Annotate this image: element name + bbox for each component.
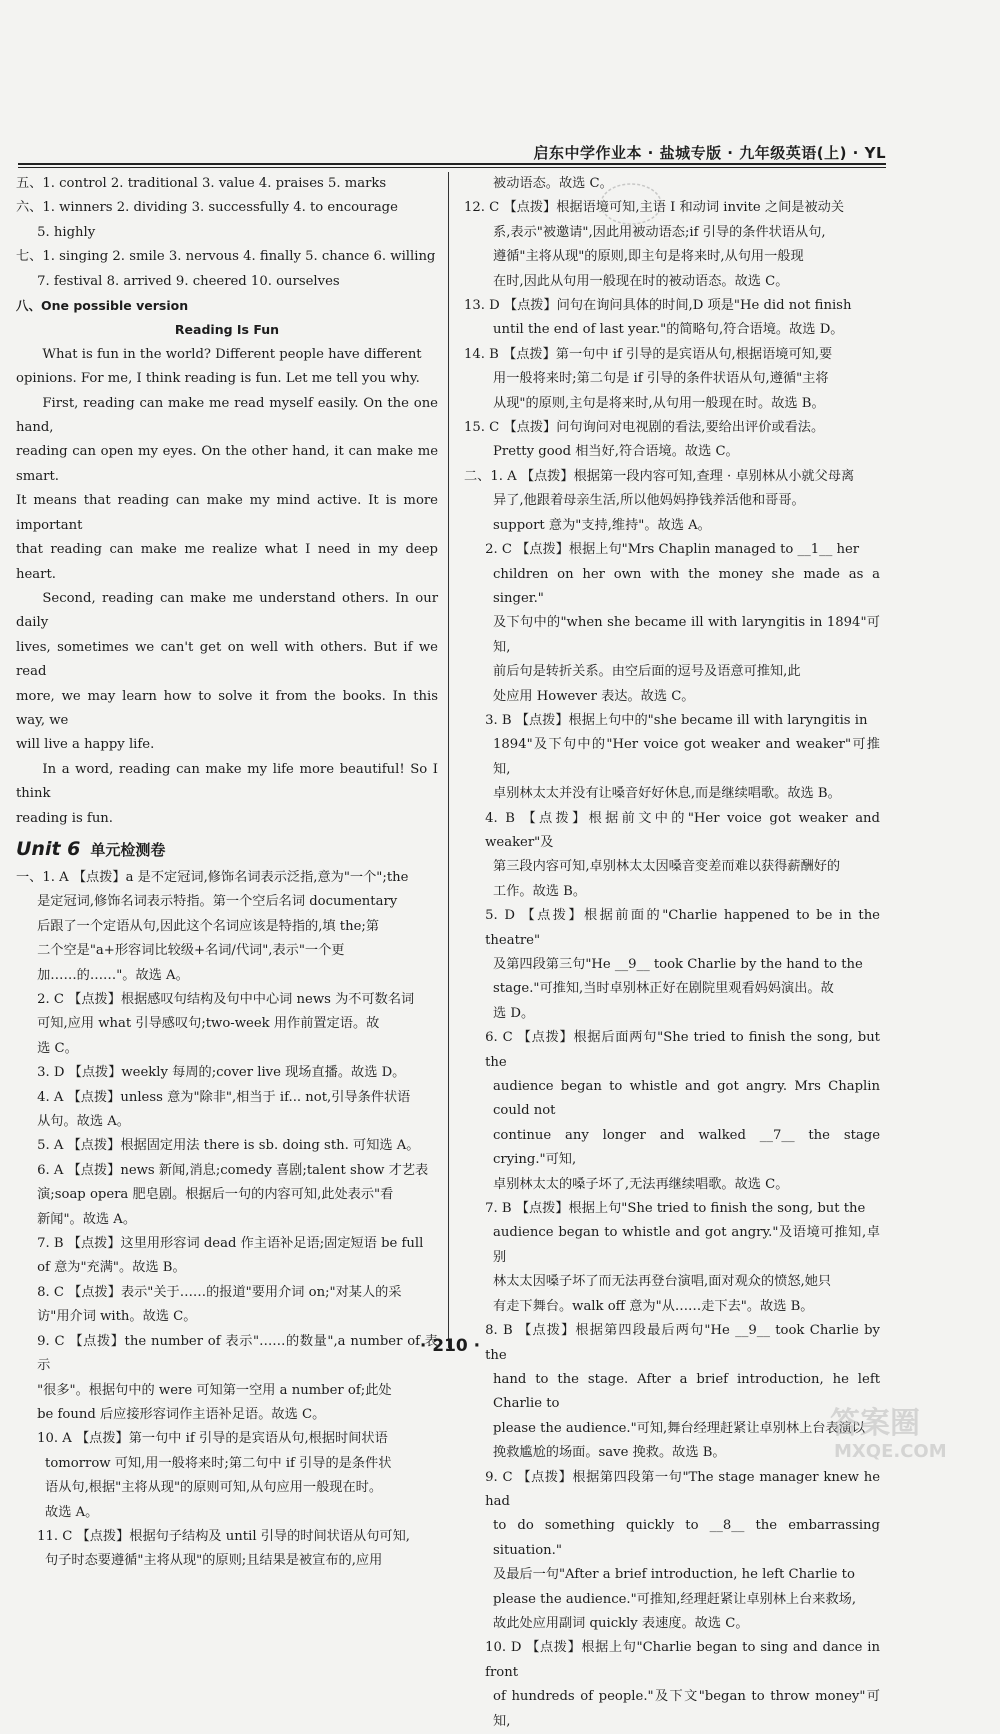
- text-line: Second, reading can make me understand others. In our daily: [16, 590, 438, 631]
- right-column: [464, 172, 880, 1734]
- svg-text:MXQE.COM: MXQE.COM: [834, 1441, 947, 1462]
- text-line: 8. C 【点拨】表示"关于……的报道"要用介词 on;"对某人的采: [37, 1284, 402, 1300]
- left-column: [16, 172, 438, 1574]
- text-line: 5. highly: [37, 224, 96, 240]
- text-line: 8. B 【点拨】根据第四段最后两句"He __9__ took Charlie by the: [485, 1323, 880, 1363]
- text-line: 13. D 【点拨】问句在询问具体的时间,D 项是"He did not finish: [464, 298, 852, 314]
- text-line: 五、1. control 2. traditional 3. value 4. praises 5. marks: [16, 176, 387, 191]
- text-line: 6. C 【点拨】根据后面两句"She tried to finish the song, but the: [485, 1030, 880, 1070]
- text-line: 12. C 【点拨】根据语境可知,主语 I 和动词 invite 之间是被动关: [464, 200, 845, 216]
- text-line: 2. C 【点拨】根据感叹句结构及句中中心词 news 为不可数名词: [37, 992, 415, 1007]
- page-number: · 210 ·: [419, 1336, 481, 1356]
- watermark-logo: [820, 1395, 990, 1465]
- text-line: stage."可推知,当时卓别林正好在剧院里观看妈妈演出。故: [493, 981, 834, 997]
- text-line: 二个空是"a+形容词比较级+名词/代词",表示"一个更: [37, 943, 345, 959]
- text-line: In a word, reading can make my life more beautiful! So I think: [16, 761, 438, 802]
- text-line: 9. C 【点拨】根据第四段第一句"The stage manager knew he had: [485, 1469, 880, 1509]
- text-line: It means that reading can make my mind active. It is more important: [16, 493, 438, 533]
- text-line: 5. D 【点拨】根据前面的"Charlie happened to be in the theatre": [485, 908, 880, 948]
- text-line: 六、1. winners 2. dividing 3. successfully 4. to encourage: [16, 200, 398, 216]
- text-line: support 意为"支持,维持"。故选 A。: [493, 517, 711, 533]
- text-line: 句子时态要遵循"主将从现"的原则;且结果是被宣布的,应用: [45, 1553, 383, 1569]
- text-line: 及最后一句"After a brief introduction, he left Charlie to: [493, 1567, 855, 1583]
- svg-text:答案圈: 答案圈: [830, 1406, 920, 1441]
- text-line: 八、One possible version: [16, 298, 189, 314]
- text-line: 挽救尴尬的场面。save 挽救。故选 B。: [493, 1445, 726, 1461]
- text-line: 2. C 【点拨】根据上句"Mrs Chaplin managed to __1__ her: [485, 542, 860, 558]
- text-line: of hundreds of people."及下文"began to throw money"可知,: [493, 1689, 880, 1729]
- text-line: to do something quickly to __8__ the embarrassing situation.": [493, 1518, 880, 1558]
- text-line: 系,表示"被邀请",因此用被动语态;if 引导的条件状语从句,: [493, 224, 826, 240]
- text-line: 异了,他跟着母亲生活,所以他妈妈挣钱养活他和哥哥。: [493, 493, 805, 509]
- text-line: 演;soap opera 肥皂剧。根据后一句的内容可知,此处表示"看: [37, 1187, 394, 1203]
- text-line: 9. C 【点拨】the number of 表示"……的数量",a number of 表示: [37, 1333, 438, 1374]
- text-line: until the end of last year."的简略句,符合语境。故选 D。: [493, 322, 844, 338]
- text-line: of 意为"充满"。故选 B。: [37, 1260, 186, 1276]
- text-line: 5. A 【点拨】根据固定用法 there is sb. doing sth. 可知选 A。: [37, 1138, 420, 1154]
- text-line: 从现"的原则,主句是将来时,从句用一般现在时。故选 B。: [493, 395, 825, 411]
- text-line: 及第四段第三句"He __9__ took Charlie by the hand to the: [493, 957, 863, 972]
- text-line: audience began to whistle and got angry."及语境可推知,卓别: [493, 1225, 880, 1265]
- text-line: continue any longer and walked __7__ the stage crying."可知,: [493, 1127, 880, 1168]
- text-line: 4. A 【点拨】unless 意为"除非",相当于 if... not,引导条件状语: [37, 1089, 411, 1105]
- text-line: 4. B 【点拨】根据前文中的"Her voice got weaker and weaker"及: [485, 810, 880, 850]
- text-line: 第三段内容可知,卓别林太太因嗓音变差而难以获得薪酬好的: [493, 859, 841, 875]
- text-line: 新闻"。故选 A。: [37, 1211, 137, 1227]
- text-line: opinions. For me, I think reading is fun. Let me tell you why.: [16, 371, 420, 387]
- text-line: 二、1. A 【点拨】根据第一段内容可知,查理 · 卓别林从小就父母离: [464, 468, 855, 484]
- text-line: hand to the stage. After a brief introduction, he left Charlie to: [493, 1371, 880, 1412]
- text-line: 卓别林太太的嗓子坏了,无法再继续唱歌。故选 C。: [493, 1176, 789, 1192]
- text-line: 处应用 However 表达。故选 C。: [493, 688, 695, 704]
- text-line: 从句。故选 A。: [37, 1114, 130, 1130]
- text-line: be found 后应接形容词作主语补足语。故选 C。: [37, 1406, 326, 1422]
- text-line: 用一般将来时;第二句是 if 引导的条件状语从句,遵循"主将: [493, 371, 829, 387]
- text-line: 7. B 【点拨】这里用形容词 dead 作主语补足语;固定短语 be full: [37, 1236, 424, 1252]
- text-line: 11. C 【点拨】根据句子结构及 until 引导的时间状语从句可知,: [37, 1528, 410, 1544]
- text-line: 遵循"主将从现"的原则,即主句是将来时,从句用一般现: [493, 249, 804, 265]
- text-line: 工作。故选 B。: [493, 883, 587, 899]
- text-line: 访"用介词 with。故选 C。: [37, 1309, 197, 1325]
- text-line: 在时,因此从句用一般现在时的被动语态。故选 C。: [493, 273, 789, 289]
- text-line: What is fun in the world? Different people have different: [42, 346, 422, 362]
- unit-subtitle: 单元检测卷: [90, 840, 166, 859]
- text-line: 15. C 【点拨】问句询问对电视剧的看法,要给出评价或看法。: [464, 420, 825, 436]
- text-line: 14. B 【点拨】第一句中 if 引导的是宾语从句,根据语境可知,要: [464, 346, 833, 362]
- text-line: 6. A 【点拨】news 新闻,消息;comedy 喜剧;talent show 才艺表: [37, 1162, 429, 1178]
- text-line: 可知,应用 what 引导感叹句;two-week 用作前置定语。故: [37, 1016, 380, 1032]
- text-line: 3. B 【点拨】根据上句中的"she became ill with laryngitis in: [485, 712, 868, 728]
- unit-heading: [16, 833, 438, 866]
- text-line: tomorrow 可知,用一般将来时;第二句中 if 引导的是条件状: [45, 1455, 392, 1471]
- text-line: 选 C。: [37, 1040, 78, 1056]
- text-line: 选 D。: [493, 1005, 535, 1021]
- running-header: 启东中学作业本 · 盐城专版 · 九年级英语(上) · YL: [533, 144, 886, 162]
- text-line: lives, sometimes we can't get on well with others. But if we read: [16, 639, 438, 680]
- text-line: 加……的……"。故选 A。: [37, 967, 189, 983]
- text-line: 卓别林太太并没有让嗓音好好休息,而是继续唱歌。故选 B。: [493, 786, 841, 802]
- text-line: 语从句,根据"主将从现"的原则可知,从句应用一般现在时。: [45, 1480, 383, 1496]
- text-line: reading can open my eyes. On the other hand, it can make me smart.: [16, 444, 438, 484]
- text-line: First, reading can make me read myself easily. On the one hand,: [16, 395, 438, 436]
- text-line: 前后句是转折关系。由空后面的逗号及语意可推知,此: [493, 664, 801, 680]
- text-line: 10. D 【点拨】根据上句"Charlie began to sing and dance in front: [485, 1640, 880, 1680]
- text-line: children on her own with the money she made as a singer.": [493, 566, 880, 606]
- text-line: please the audience."可知,舞台经理赶紧让卓别林上台表演以: [493, 1420, 866, 1436]
- text-line: will live a happy life.: [16, 737, 155, 753]
- ink-stamp-mark: [598, 180, 664, 228]
- text-line: more, we may learn how to solve it from the books. In this way, we: [16, 688, 438, 728]
- text-line: audience began to whistle and got angry. Mrs Chaplin could not: [493, 1079, 880, 1119]
- header-rule-thin: [18, 167, 886, 168]
- text-line: 被动语态。故选 C。: [493, 176, 613, 191]
- text-line: Reading Is Fun: [174, 322, 280, 338]
- text-line: 有走下舞台。walk off 意为"从……走下去"。故选 B。: [493, 1298, 814, 1314]
- text-line: 1894"及下句中的"Her voice got weaker and weaker"可推知,: [493, 737, 880, 777]
- text-line: "很多"。根据句中的 were 可知第一空用 a number of;此处: [37, 1382, 392, 1398]
- text-line: 一、1. A 【点拨】a 是不定冠词,修饰名词表示泛指,意为"一个";the: [16, 869, 409, 885]
- text-line: 是定冠词,修饰名词表示特指。第一个空后名词 documentary: [37, 894, 398, 910]
- text-line: 后跟了一个定语从句,因此这个名词应该是特指的,填 the;第: [37, 918, 380, 934]
- text-line: Pretty good 相当好,符合语境。故选 C。: [493, 444, 739, 460]
- text-line: 7. B 【点拨】根据上句"She tried to finish the song, but the: [485, 1201, 866, 1217]
- text-line: please the audience."可推知,经理赶紧让卓别林上台来救场,: [493, 1591, 857, 1607]
- text-line: 10. A 【点拨】第一句中 if 引导的是宾语从句,根据时间状语: [37, 1431, 388, 1447]
- text-line: 七、1. singing 2. smile 3. nervous 4. finally 5. chance 6. willing: [16, 249, 436, 265]
- text-line: 故此处应用副词 quickly 表速度。故选 C。: [493, 1615, 749, 1631]
- text-line: 及下句中的"when she became ill with laryngitis in 1894"可知,: [493, 615, 880, 655]
- header-rule: [18, 163, 886, 165]
- text-line: 故选 A。: [45, 1504, 99, 1520]
- text-line: 林太太因嗓子坏了而无法再登台演唱,面对观众的愤怒,她只: [493, 1274, 832, 1290]
- text-line: reading is fun.: [16, 810, 113, 826]
- text-line: that reading can make me realize what I need in my deep heart.: [16, 542, 438, 582]
- text-line: 3. D 【点拨】weekly 每周的;cover live 现场直播。故选 D。: [37, 1065, 406, 1081]
- unit-title: Unit 6: [16, 837, 81, 860]
- text-line: 7. festival 8. arrived 9. cheered 10. ourselves: [37, 273, 340, 289]
- column-divider: [448, 172, 449, 1348]
